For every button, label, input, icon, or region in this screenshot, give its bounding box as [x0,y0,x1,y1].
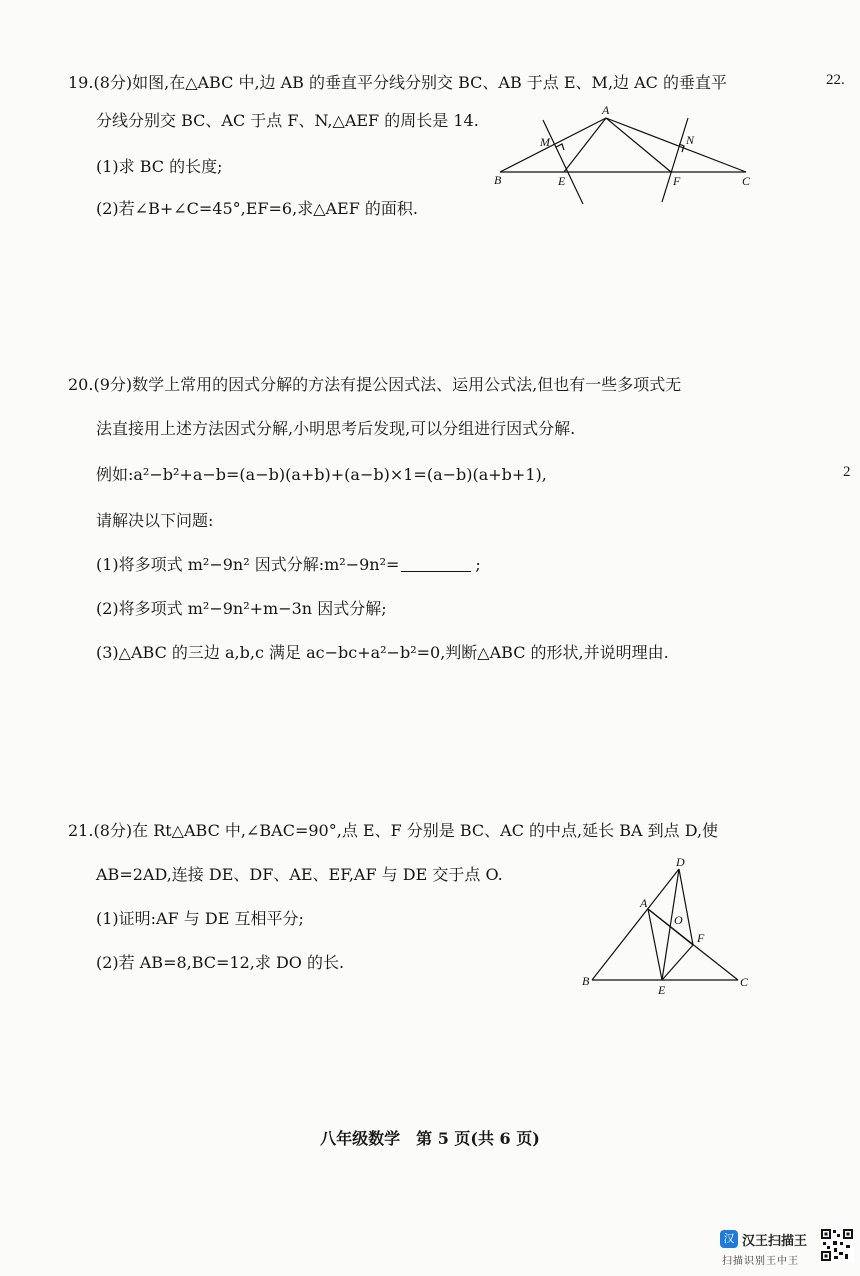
answer-blank [401,557,471,572]
segment-df [679,869,693,945]
scanner-logo-icon: 汉 [720,1230,738,1248]
q19-part2: (2)若∠B+∠C=45°,EF=6,求△AEF 的面积. [96,199,419,218]
label-b: B [582,974,590,988]
margin-question-number-mid: 2 [843,464,851,480]
label-a: A [640,896,648,910]
q21-part2: (2)若 AB=8,BC=12,求 DO 的长. [96,953,345,972]
label-a: A [602,103,610,117]
q19-line2: 分线分别交 BC、AC 于点 F、N,△AEF 的周长是 14. [96,111,479,130]
q20-part2: (2)将多项式 m²−9n²+m−3n 因式分解; [96,599,387,618]
q20-example: 例如:a²−b²+a−b=(a−b)(a+b)+(a−b)×1=(a−b)(a+b+1), [96,465,547,484]
line-af [606,118,671,172]
line-ba [500,118,606,172]
label-n: N [686,133,695,147]
page-footer: 八年级数学 第 5 页(共 6 页) [320,1129,540,1148]
label-b: B [494,173,502,187]
watermark-title: 汉王扫描王 [742,1234,808,1249]
q21-part1: (1)证明:AF 与 DE 互相平分; [96,909,304,928]
label-e: E [658,983,666,997]
q20-prompt: 请解决以下问题: [96,511,214,530]
perp-bisector-ac [662,118,688,202]
q20-part3: (3)△ABC 的三边 a,b,c 满足 ac−bc+a²−b²=0,判断△ABC 的形状,并说明理由. [96,643,669,662]
q20-part1-text: (1)将多项式 m²−9n² 因式分解:m²−9n²= [96,555,400,574]
label-c: C [740,975,749,989]
q20-line1: 20.(9分)数学上常用的因式分解的方法有提公因式法、运用公式法,但也有一些多项式无 [68,375,682,394]
q20-part1-end: ; [475,555,481,574]
scanner-watermark [720,1228,856,1268]
side-bd [592,869,679,980]
watermark-subtitle: 扫描识别王中王 [722,1256,799,1267]
label-d: D [676,855,685,869]
q19-line1: 19.(8分)如图,在△ABC 中,边 AB 的垂直平分线分别交 BC、AB 于点 E、M,边 AC 的垂直平 [68,73,727,92]
segment-af [648,909,693,945]
q19-figure [488,100,763,210]
q21-line1: 21.(8分)在 Rt△ABC 中,∠BAC=90°,点 E、F 分别是 BC、AC 的中点,延长 BA 到点 D,使 [68,821,719,840]
q21-figure [578,855,753,1000]
segment-ae [648,909,662,980]
q20-line2: 法直接用上述方法因式分解,小明思考后发现,可以分组进行因式分解. [96,419,576,438]
label-c: C [742,174,751,188]
line-ac [606,118,746,172]
q21-line2: AB=2AD,连接 DE、DF、AE、EF,AF 与 DE 交于点 O. [96,865,503,884]
margin-question-number-top: 22. [826,72,845,88]
q19-part1: (1)求 BC 的长度; [96,157,223,176]
label-f: F [697,931,705,945]
q20-part1 [96,552,481,575]
label-m: M [540,135,550,149]
label-e: E [558,174,566,188]
line-ae [564,118,606,172]
qr-code-icon [820,1228,854,1262]
label-f: F [673,174,681,188]
label-o: O [674,913,683,927]
